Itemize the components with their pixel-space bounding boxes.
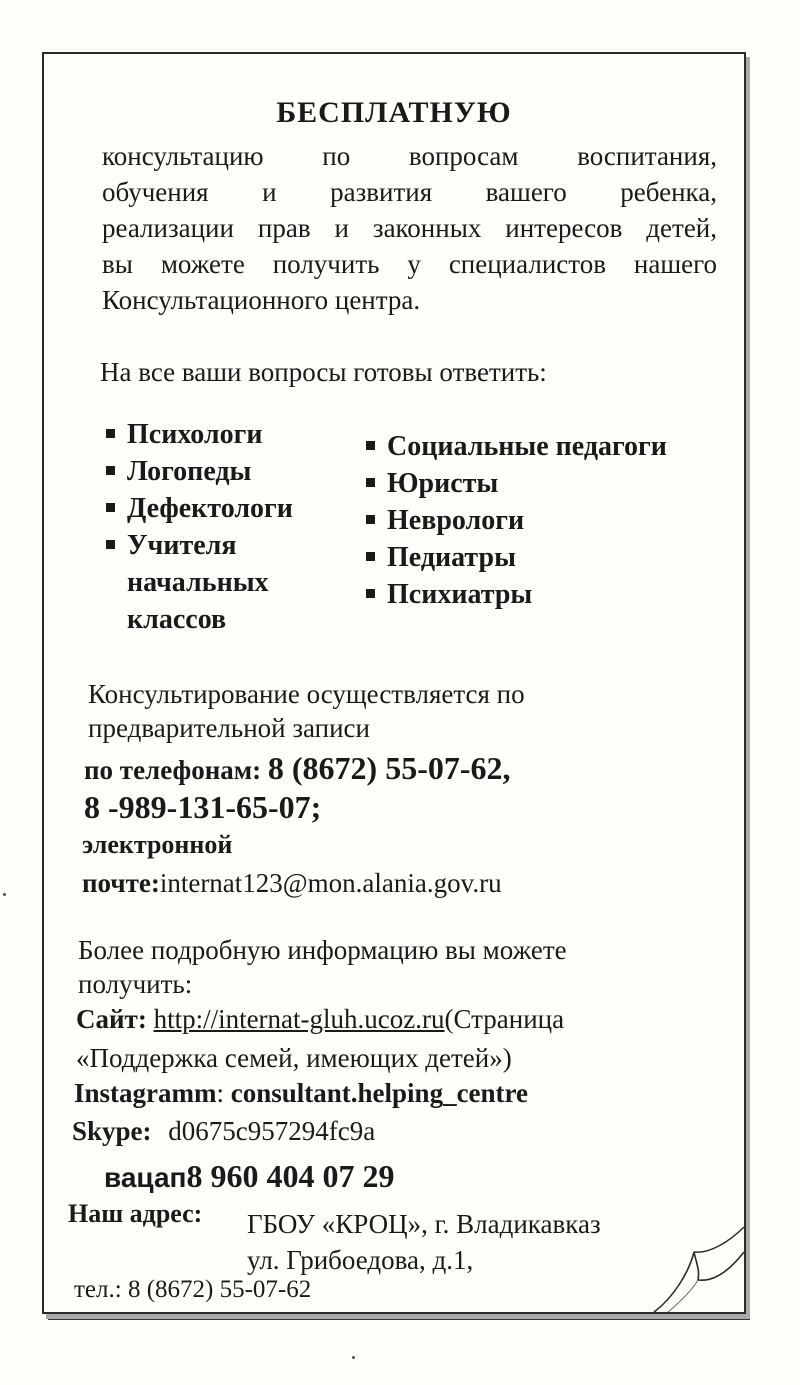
- scan-speck: [3, 893, 6, 896]
- email-address[interactable]: internat123@mon.alania.gov.ru: [159, 868, 502, 898]
- bullet-square-icon: [106, 429, 115, 438]
- site-note-1: (Страница: [444, 1004, 565, 1034]
- whatsapp-number[interactable]: 8 960 404 07 29: [186, 1158, 395, 1194]
- phone-1: 8 (8672) 55-07-62,: [267, 750, 511, 786]
- bullet-square-icon: [106, 503, 115, 512]
- bullet-square-icon: [366, 441, 375, 450]
- bullet-square-icon: [106, 466, 115, 475]
- address-line-2: ул. Грибоедова, д.1,: [247, 1245, 474, 1275]
- scan-speck: [352, 1356, 355, 1359]
- site-line: [76, 1004, 564, 1035]
- email-label-2: почте:: [82, 868, 160, 898]
- specialist-item-continued: начальных: [127, 567, 269, 598]
- site-link[interactable]: http://internat-gluh.ucoz.ru: [153, 1004, 445, 1034]
- more-info-line-2: получить:: [78, 969, 193, 999]
- flyer-heading: БЕСПЛАТНУЮ: [276, 96, 512, 129]
- email-line: [82, 868, 502, 899]
- skype-line: [72, 1116, 375, 1147]
- instagram-line: Instagramm: consultant.helping_centre: [74, 1078, 529, 1108]
- bullet-square-icon: [366, 552, 375, 561]
- bullet-square-icon: [366, 589, 375, 598]
- intro-line-1: консультацию по вопросам воспитания,: [102, 141, 717, 171]
- intro-line-5: Консультационного центра.: [102, 285, 421, 315]
- specialist-item: Учителя: [106, 527, 237, 564]
- phones-line: [84, 750, 511, 787]
- intro-line-3: реализации прав и законных интересов детей,: [102, 213, 717, 243]
- appointment-line-2: предварительной записи: [88, 713, 370, 743]
- site-label: Сайт:: [76, 1004, 147, 1034]
- instagram-handle[interactable]: consultant.helping_centre: [230, 1078, 529, 1108]
- bullet-square-icon: [366, 515, 375, 524]
- specialist-item: Социальные педагоги: [366, 428, 667, 465]
- specialist-item: Неврологи: [366, 502, 524, 539]
- specialist-item: Психиатры: [366, 576, 532, 613]
- intro-line-4: вы можете получить у специалистов нашего: [102, 249, 717, 279]
- specialist-item: Педиатры: [366, 539, 516, 576]
- phones-label: по телефонам:: [84, 755, 262, 785]
- site-note-2: «Поддержка семей, имеющих детей»): [76, 1043, 512, 1073]
- bullet-square-icon: [366, 478, 375, 487]
- email-label-1: электронной: [82, 830, 233, 859]
- flyer-frame: [42, 52, 746, 1314]
- more-info-line-1: Более подробную информацию вы можете: [78, 935, 567, 965]
- bullet-square-icon: [106, 540, 115, 549]
- specialist-item: Логопеды: [106, 453, 251, 490]
- address-label: Наш адрес:: [68, 1199, 203, 1228]
- address-line-1: ГБОУ «КРОЦ», г. Владикавказ: [247, 1209, 601, 1239]
- specialist-item: Юристы: [366, 465, 498, 502]
- specialist-item: Дефектологи: [106, 490, 293, 527]
- whatsapp-line: [104, 1158, 394, 1195]
- instagram-label: Instagramm: [74, 1078, 217, 1108]
- specialist-item: Психологи: [106, 416, 262, 453]
- skype-id[interactable]: d0675c957294fc9a: [168, 1116, 376, 1146]
- skype-label: Skype:: [72, 1116, 152, 1146]
- specialists-intro: На все ваши вопросы готовы ответить:: [100, 357, 547, 387]
- address-phone: тел.: 8 (8672) 55-07-62: [74, 1276, 312, 1303]
- specialist-item-continued: классов: [127, 604, 227, 635]
- whatsapp-label: вацап: [104, 1162, 187, 1193]
- appointment-line-1: Консультирование осуществляется по: [88, 679, 525, 709]
- page-curl-icon: [634, 1182, 744, 1312]
- phone-2: 8 -989-131-65-07;: [84, 789, 322, 825]
- intro-line-2: обучения и развития вашего ребенка,: [102, 177, 717, 207]
